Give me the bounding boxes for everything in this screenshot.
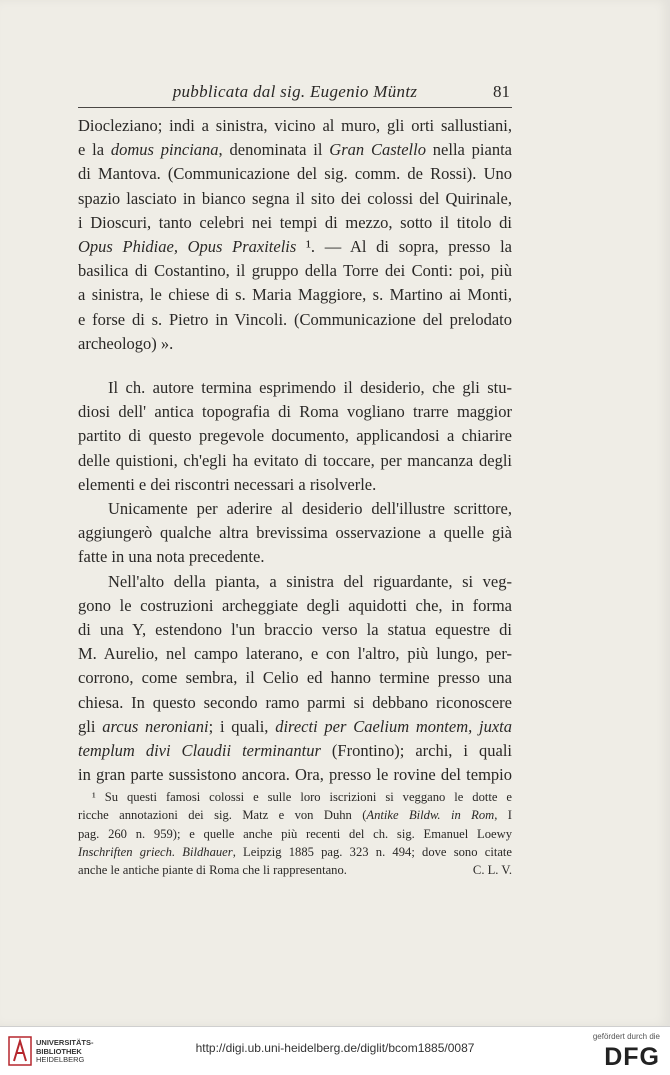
text-line: e forse di s. Pietro in Vincoli. (Communicazione del prelodato [78, 309, 512, 329]
text-line: Diocleziano; indi a sinistra, vicino al muro, gli orti sallustiani, [78, 116, 512, 135]
italic-span: Opus Phidiae, Opus Praxitelis [78, 237, 297, 257]
text-line: di Mantova. (Communicazione del sig. comm. de Rossi). Uno [78, 164, 512, 184]
text-span: ¹. — Al di sopra, presso la [296, 237, 512, 257]
text-line [78, 739, 512, 763]
text-line [78, 235, 512, 259]
library-name-line: BIBLIOTHEK [36, 1046, 82, 1056]
text-line: elementi e dei riscontri necessari a risolverle. [78, 474, 377, 494]
text-line [78, 138, 512, 162]
page-number: 81 [493, 82, 510, 101]
text-line: chiesa. In questo secondo ramo parmi si debbano riconoscere [78, 692, 512, 712]
italic-span: Inschriften griech. Bildhauer [78, 844, 233, 859]
text-line: di una Y, estendono l'un braccio verso la statua equestre di [78, 620, 512, 640]
text-line: M. Aurelio, nel campo laterano, e con l'altro, più lungo, per- [78, 644, 512, 664]
body-text [78, 114, 512, 787]
text-span: ricche annotazioni dei sig. Matz e von Duhn ( [78, 808, 367, 823]
text-line [78, 715, 512, 739]
viewer-footer [0, 1026, 670, 1075]
italic-span: Gran Castello [329, 140, 426, 160]
text-span: e la [78, 140, 111, 160]
text-line: gono le costruzioni archeggiate degli aquidotti che, in forma [78, 595, 512, 615]
text-line: archeologo) ». [78, 333, 174, 353]
text-line: Unicamente per aderire al desiderio dell'illustre scrittore, [108, 499, 512, 519]
text-line: corrono, come sembra, il Celio ed hanno termine presso una [78, 668, 512, 688]
footnote-line: ¹ Su questi famosi colossi e sulle loro iscrizioni si veggano le dotte e [92, 790, 512, 804]
paragraph-4 [78, 570, 512, 788]
text-line: spazio lasciato in bianco segna il sito dei colossi del Quirinale, [78, 188, 512, 208]
text-line: in gran parte sussistono ancora. Ora, presso le rovine del tempio [78, 765, 512, 785]
text-line: delle quistioni, ch'egli ha evitato di toccare, per mancanza degli [78, 450, 512, 470]
text-line: partito di questo pregevole documento, applicandosi a chiarire [78, 426, 512, 446]
footnote-line [78, 843, 512, 861]
text-span: nella pianta [425, 140, 512, 160]
italic-span: directi per Caelium montem, juxta [275, 716, 513, 736]
text-span: , Leipzig 1885 pag. 323 n. 494; dove sono citate [232, 844, 512, 859]
funded-by-label: gefördert durch die [592, 1032, 660, 1041]
text-line: aggiungerò qualche altra brevissima osservazione a quelle già [78, 523, 512, 543]
library-name-line: HEIDELBERG [36, 1055, 85, 1064]
text-line: fatte in una nota precedente. [78, 547, 265, 567]
text-line: diosi dell' antica topografia di Roma vogliano trarre maggior [78, 402, 512, 422]
dfg-logo[interactable]: DFG [604, 1043, 660, 1071]
running-title: pubblicata dal sig. Eugenio Müntz [172, 82, 418, 101]
italic-span: domus pinciana [110, 140, 219, 160]
footnote-line: pag. 260 n. 959); e quelle anche più recenti del ch. sig. Emanuel Loewy [78, 826, 512, 841]
text-span: ; i quali, [208, 716, 276, 736]
text-span: (Frontino); archi, i quali [320, 741, 512, 761]
footnote-line [78, 861, 512, 879]
footnote-signature: C. L. V. [472, 863, 512, 878]
text-line: Il ch. autore termina esprimendo il desiderio, che gli stu- [108, 378, 512, 398]
running-header [78, 82, 512, 104]
italic-span: Antike Bildw. in Rom [366, 808, 495, 823]
italic-span: arcus neroniani [102, 716, 209, 736]
paragraph-2 [78, 376, 512, 497]
italic-span: templum divi Claudii terminantur [78, 741, 321, 761]
text-line: i Dioscuri, tanto celebri nei tempi di mezzo, sotto il titolo di [78, 212, 512, 232]
header-rule [78, 107, 512, 108]
footnote [78, 788, 512, 879]
permalink[interactable]: http://digi.ub.uni-heidelberg.de/diglit/bcom1885/0087 [195, 1041, 475, 1055]
text-span: gli [78, 716, 103, 736]
text-line: Nell'alto della pianta, a sinistra del riguardante, si veg- [108, 571, 512, 591]
text-span: , I [494, 808, 512, 823]
footnote-line [78, 806, 512, 824]
text-line: a sinistra, le chiese di s. Maria Maggiore, s. Martino ai Monti, [78, 285, 512, 305]
paragraph-3 [78, 497, 512, 570]
text-span: anche le antiche piante di Roma che li rappresentano. [78, 863, 347, 878]
paragraph-gap [78, 356, 512, 376]
paragraph-1 [78, 114, 512, 356]
text-span: , denominata il [218, 140, 330, 160]
library-name-line: UNIVERSITÄTS- [36, 1038, 94, 1047]
text-line: basilica di Costantino, il gruppo della Torre dei Conti: poi, più [78, 261, 512, 281]
